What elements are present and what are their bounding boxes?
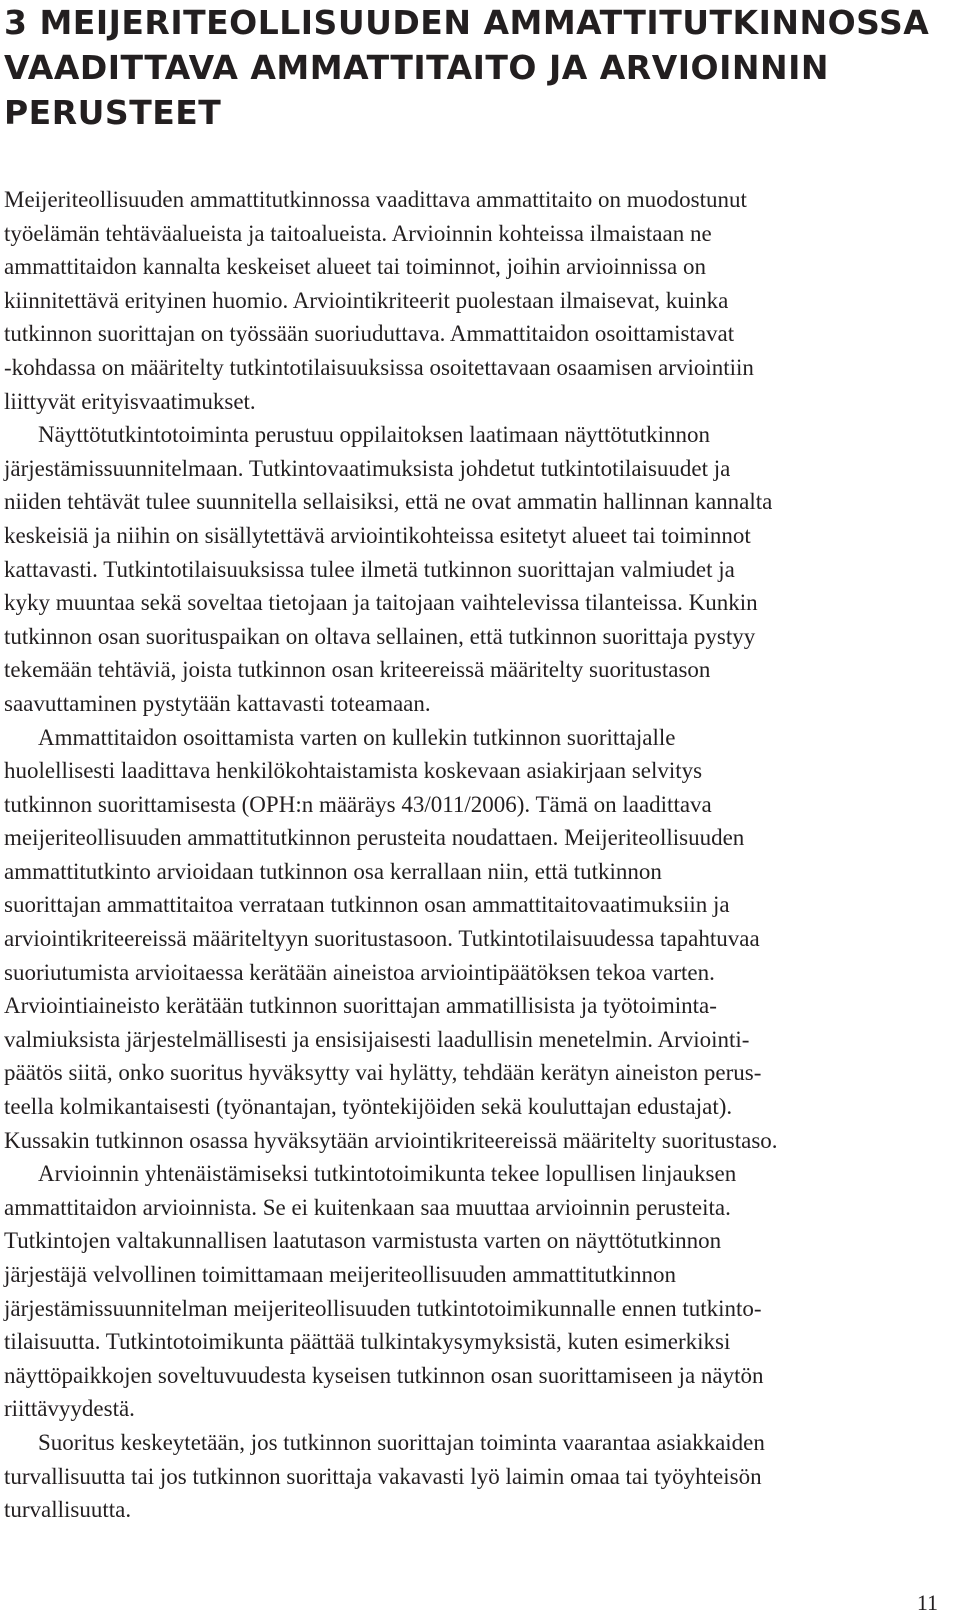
text-line: tekemään tehtäviä, joista tutkinnon osan kriteereissä määritelty suoritustason [4,657,711,683]
text-line: riittävyydestä. [4,1396,135,1422]
text-line: järjestämissuunnitelmaan. Tutkintovaatimuksista johdetut tutkintotilaisuudet ja [4,455,731,481]
text-line: Näyttötutkintotoiminta perustuu oppilaitoksen laatimaan näyttötutkinnon [38,422,711,448]
heading-line: PERUSTEET [4,93,222,132]
text-line: kiinnitettävä erityinen huomio. Arviointikriteerit puolestaan ilmaisevat, kuinka [4,287,729,313]
text-line: tutkinnon osan suorituspaikan on oltava sellainen, että tutkinnon suorittaja pystyy [4,623,756,649]
text-line: työelämän tehtäväalueista ja taitoalueista. Arvioinnin kohteissa ilmaistaan ne [4,220,712,246]
page-number: 11 [916,1590,938,1615]
section-heading [4,0,930,135]
text-line: Tutkintojen valtakunnallisen laatutason varmistusta varten on näyttötutkinnon [4,1228,722,1254]
text-line: teella kolmikantaisesti (työnantajan, työntekijöiden sekä kouluttajan edustajat). [4,1094,733,1120]
text-line: arviointikriteereissä määriteltyyn suoritustasoon. Tutkintotilaisuudessa tapahtuvaa [4,926,760,952]
text-line: Kussakin tutkinnon osassa hyväksytään arviointikriteereissä määritelty suoritustaso. [4,1127,778,1153]
text-line: keskeisiä ja niihin on sisällytettävä arviointikohteissa esitetyt alueet tai toiminnot [4,522,751,548]
text-line: suoriutumista arvioitaessa kerätään aineistoa arviointipäätöksen tekoa varten. [4,959,715,985]
body-text [4,183,904,1527]
text-line: tutkinnon suorittajan on työssään suoriuduttava. Ammattitaidon osoittamistavat [4,321,735,347]
paragraph-assessment [4,721,904,1158]
text-line: Suoritus keskeytetään, jos tutkinnon suorittajan toiminta vaarantaa asiakkaiden [38,1429,765,1455]
text-line: liittyvät erityisvaatimukset. [4,388,256,414]
text-line: kyky muuntaa sekä soveltaa tietojaan ja taitojaan vaihtelevissa tilanteissa. Kunkin [4,590,758,616]
text-line: Meijeriteollisuuden ammattitutkinnossa vaadittava ammattitaito on muodostunut [4,187,747,212]
text-line: valmiuksista järjestelmällisesti ja ensisijaisesti laadullisin menetelmin. Arviointi- [4,1026,750,1052]
text-line: turvallisuutta. [4,1497,132,1523]
text-line: Ammattitaidon osoittamista varten on kullekin tutkinnon suorittajalle [38,724,676,750]
paragraph-demonstration [4,418,904,720]
text-line: ammattitutkinto arvioidaan tutkinnon osa kerrallaan niin, että tutkinnon [4,858,662,884]
text-line: näyttöpaikkojen soveltuvuudesta kyseisen tutkinnon osan suorittamiseen ja näytön [4,1362,764,1388]
text-line: ammattitaidon arvioinnista. Se ei kuitenkaan saa muuttaa arvioinnin perusteita. [4,1194,731,1220]
text-line: päätös siitä, onko suoritus hyväksytty vai hylätty, tehdään kerätyn aineiston perus- [4,1060,762,1086]
text-line: suorittajan ammattitaitoa verrataan tutkinnon osan ammattitaitovaatimuksiin ja [4,892,730,918]
text-line: tutkinnon suorittamisesta (OPH:n määräys 43/011/2006). Tämä on laadittava [4,791,712,817]
paragraph-intro [4,183,904,418]
text-line: niiden tehtävät tulee suunnitella sellaisiksi, että ne ovat ammatin hallinnan kannalta [4,489,773,515]
paragraph-interruption [4,1426,904,1527]
text-line: Arvioinnin yhtenäistämiseksi tutkintotoimikunta tekee lopullisen linjauksen [38,1161,737,1187]
text-line: turvallisuutta tai jos tutkinnon suorittaja vakavasti lyö laimin omaa tai työyhteisön [4,1463,762,1489]
text-line: meijeriteollisuuden ammattitutkinnon perusteita noudattaen. Meijeriteollisuuden [4,825,745,851]
text-line: tilaisuutta. Tutkintotoimikunta päättää tulkintakysymyksistä, kuten esimerkiksi [4,1329,731,1355]
heading-line: VAADITTAVA AMMATTITAITO JA ARVIOINNIN [4,48,830,87]
text-line: järjestämissuunnitelman meijeriteollisuuden tutkintotoimikunnalle ennen tutkinto- [4,1295,762,1321]
text-line: Arviointiaineisto kerätään tutkinnon suorittajan ammatillisista ja työtoiminta- [4,993,717,1019]
text-line: saavuttaminen pystytään kattavasti toteamaan. [4,690,431,716]
text-line: ammattitaidon kannalta keskeiset alueet tai toiminnot, joihin arvioinnissa on [4,254,706,280]
text-line: järjestäjä velvollinen toimittamaan meijeriteollisuuden ammattitutkinnon [4,1262,676,1287]
heading-line: 3 MEIJERITEOLLISUUDEN AMMATTITUTKINNOSSA [4,3,930,42]
text-line: kattavasti. Tutkintotilaisuuksissa tulee ilmetä tutkinnon suorittajan valmiudet ja [4,556,735,582]
text-line: -kohdassa on määritelty tutkintotilaisuuksissa osoitettavaan osaamisen arviointiin [4,354,754,380]
text-line: huolellisesti laadittava henkilökohtaistamista koskevaan asiakirjaan selvitys [4,758,703,784]
document-page [4,0,930,1527]
paragraph-harmonization [4,1157,904,1426]
